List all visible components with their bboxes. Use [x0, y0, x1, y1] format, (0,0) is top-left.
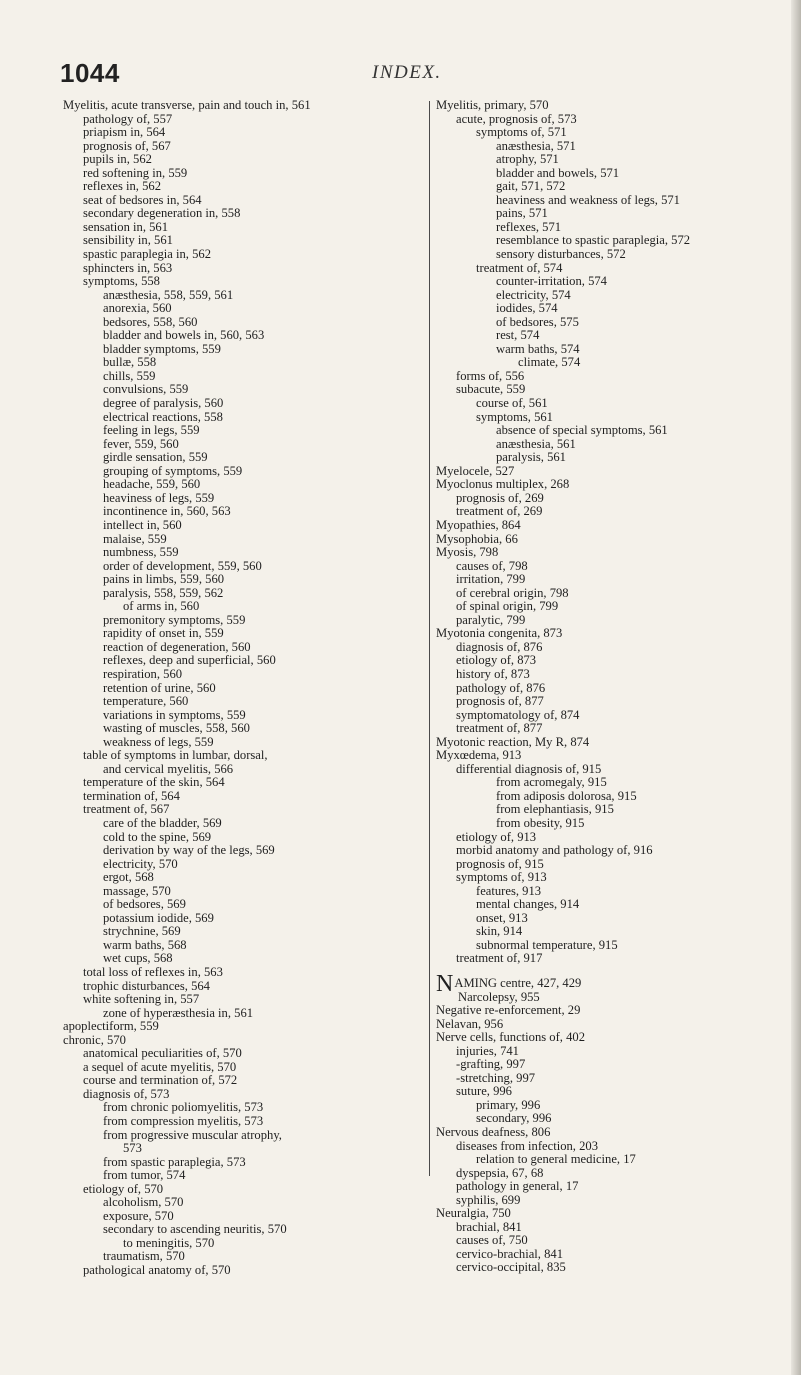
index-subentry: malaise, 559 — [103, 531, 167, 546]
index-subentry: heaviness of legs, 559 — [103, 490, 215, 505]
index-subentry: prognosis of, 269 — [456, 490, 544, 505]
index-subentry: wasting of muscles, 558, 560 — [103, 721, 250, 736]
index-subentry: incontinence in, 560, 563 — [103, 504, 231, 519]
index-subentry: of cerebral origin, 798 — [456, 585, 569, 600]
index-subentry: pathology in general, 17 — [456, 1179, 579, 1194]
index-entry-text: AMING centre, 427, 429 — [454, 976, 582, 990]
index-heading: apoplectiform, 559 — [63, 1019, 159, 1034]
index-subentry: resemblance to spastic paraplegia, 572 — [496, 233, 691, 248]
index-subentry: convulsions, 559 — [103, 382, 189, 397]
index-subentry: to meningitis, 570 — [123, 1235, 215, 1250]
index-subentry: exposure, 570 — [103, 1208, 174, 1223]
index-subentry: of bedsores, 575 — [496, 314, 579, 329]
index-subentry: features, 913 — [476, 883, 542, 898]
index-subentry: termination of, 564 — [83, 788, 180, 803]
index-subentry: ergot, 568 — [103, 870, 154, 885]
index-subentry: anorexia, 560 — [103, 301, 172, 316]
index-subentry: gait, 571, 572 — [496, 179, 566, 194]
index-heading: chronic, 570 — [63, 1032, 126, 1047]
index-subentry: feeling in legs, 559 — [103, 423, 200, 438]
index-subentry: climate, 574 — [518, 355, 581, 370]
index-subentry: red softening in, 559 — [83, 165, 188, 180]
index-entry-text: Narcolepsy, 955 — [458, 989, 540, 1004]
index-subentry: diseases from infection, 203 — [456, 1138, 598, 1153]
index-subentry: symptomatology of, 874 — [456, 707, 580, 722]
index-subentry: variations in symptoms, 559 — [103, 707, 246, 722]
index-subentry: headache, 559, 560 — [103, 477, 201, 492]
index-subentry: spastic paraplegia in, 562 — [83, 247, 211, 262]
index-heading: Myopathies, 864 — [436, 517, 521, 532]
index-subentry: white softening in, 557 — [83, 992, 200, 1007]
index-subentry: and cervical myelitis, 566 — [103, 761, 234, 776]
index-subentry: from chronic poliomyelitis, 573 — [103, 1100, 264, 1115]
index-heading: Nervous deafness, 806 — [436, 1125, 551, 1140]
index-subentry: primary, 996 — [476, 1097, 541, 1112]
index-subentry: sensation in, 561 — [83, 219, 169, 234]
index-subentry: prognosis of, 877 — [456, 694, 544, 709]
index-subentry: history of, 873 — [456, 666, 530, 681]
index-subentry: retention of urine, 560 — [103, 680, 216, 695]
index-subentry: of bedsores, 569 — [103, 897, 186, 912]
index-subentry: symptoms, 561 — [476, 409, 553, 424]
index-column-right — [436, 99, 776, 1275]
index-subentry: girdle sensation, 559 — [103, 450, 208, 465]
page-header — [60, 58, 720, 88]
index-subentry: from elephantiasis, 915 — [496, 802, 614, 817]
index-subentry: subacute, 559 — [456, 382, 526, 397]
running-head: INDEX. — [372, 62, 442, 83]
index-subentry: temperature of the skin, 564 — [83, 775, 225, 790]
index-subentry: atrophy, 571 — [496, 152, 559, 167]
index-subentry: forms of, 556 — [456, 368, 525, 383]
index-subentry: paralysis, 561 — [496, 450, 566, 465]
index-subentry: temperature, 560 — [103, 694, 189, 709]
index-subentry: injuries, 741 — [456, 1043, 519, 1058]
index-subentry: absence of special symptoms, 561 — [496, 423, 668, 438]
index-subentry: warm baths, 574 — [496, 341, 580, 356]
index-subentry: anatomical peculiarities of, 570 — [83, 1046, 242, 1061]
index-subentry: care of the bladder, 569 — [103, 815, 222, 830]
index-subentry: pathological anatomy of, 570 — [83, 1263, 231, 1278]
index-subentry: causes of, 750 — [456, 1233, 528, 1248]
index-column-left — [63, 99, 429, 1278]
index-subentry: trophic disturbances, 564 — [83, 978, 210, 993]
index-subentry: secondary, 996 — [476, 1111, 552, 1126]
index-subentry: rest, 574 — [496, 328, 540, 343]
index-entry — [436, 991, 776, 1005]
index-subentry: potassium iodide, 569 — [103, 910, 214, 925]
index-subentry: reflexes, 571 — [496, 219, 562, 234]
index-subentry: reaction of degeneration, 560 — [103, 639, 251, 654]
index-subentry: wet cups, 568 — [103, 951, 173, 966]
index-subentry: morbid anatomy and pathology of, 916 — [456, 843, 653, 858]
column-divider — [429, 101, 430, 1176]
index-subentry: cold to the spine, 569 — [103, 829, 212, 844]
index-subentry: rapidity of onset in, 559 — [103, 626, 224, 641]
index-subentry: dyspepsia, 67, 68 — [456, 1165, 544, 1180]
index-subentry: treatment of, 567 — [83, 802, 170, 817]
index-subentry: from spastic paraplegia, 573 — [103, 1154, 246, 1169]
index-subentry: electrical reactions, 558 — [103, 409, 223, 424]
index-heading: Myelocele, 527 — [436, 463, 515, 478]
index-subentry: reflexes, deep and superficial, 560 — [103, 653, 276, 668]
index-subentry: anæsthesia, 558, 559, 561 — [103, 287, 234, 302]
index-subentry: from compression myelitis, 573 — [103, 1114, 264, 1129]
index-subentry: mental changes, 914 — [476, 897, 580, 912]
index-subentry: -grafting, 997 — [456, 1057, 526, 1072]
index-subentry: irritation, 799 — [456, 572, 526, 587]
index-heading: Myoclonus multiplex, 268 — [436, 477, 570, 492]
index-subentry: secondary degeneration in, 558 — [83, 206, 241, 221]
index-subentry: counter-irritation, 574 — [496, 274, 607, 289]
index-subentry: pains, 571 — [496, 206, 548, 221]
index-heading: Myelitis, primary, 570 — [436, 98, 549, 112]
index-subentry: cervico-brachial, 841 — [456, 1246, 563, 1261]
index-subentry: a sequel of acute myelitis, 570 — [83, 1059, 237, 1074]
index-heading: Mysophobia, 66 — [436, 531, 518, 546]
index-subentry: chills, 559 — [103, 368, 156, 383]
index-subentry: bedsores, 558, 560 — [103, 314, 198, 329]
index-subentry: diagnosis of, 876 — [456, 639, 543, 654]
index-subentry: prognosis of, 567 — [83, 138, 171, 153]
index-subentry: weakness of legs, 559 — [103, 734, 214, 749]
index-subentry: etiology of, 570 — [83, 1181, 164, 1196]
index-subentry: sensory disturbances, 572 — [496, 247, 626, 262]
index-subentry: paralytic, 799 — [456, 612, 526, 627]
index-subentry: brachial, 841 — [456, 1219, 522, 1234]
index-subentry: bladder and bowels in, 560, 563 — [103, 328, 265, 343]
page-number: 1044 — [60, 58, 120, 88]
index-subentry: skin, 914 — [476, 924, 523, 939]
index-subentry: treatment of, 877 — [456, 721, 543, 736]
index-subentry: pathology of, 876 — [456, 680, 546, 695]
index-subentry: from acromegaly, 915 — [496, 775, 607, 790]
index-subentry: from adiposis dolorosa, 915 — [496, 788, 637, 803]
index-heading: Neuralgia, 750 — [436, 1206, 511, 1221]
index-subentry: total loss of reflexes in, 563 — [83, 965, 223, 979]
index-subentry: derivation by way of the legs, 569 — [103, 843, 275, 858]
n-section — [436, 971, 776, 1275]
index-subentry: sensibility in, 561 — [83, 233, 173, 248]
index-subentry: suture, 996 — [456, 1084, 512, 1099]
index-subentry: of arms in, 560 — [123, 599, 200, 614]
index-subentry: numbness, 559 — [103, 545, 179, 560]
index-subentry: from obesity, 915 — [496, 815, 585, 830]
index-heading: Myotonic reaction, My R, 874 — [436, 734, 590, 749]
index-subentry: course and termination of, 572 — [83, 1073, 238, 1088]
index-subentry: grouping of symptoms, 559 — [103, 463, 243, 478]
index-subentry: bladder symptoms, 559 — [103, 341, 221, 356]
dropcap: N — [436, 971, 454, 997]
index-subentry: from tumor, 574 — [103, 1168, 186, 1183]
index-subentry: intellect in, 560 — [103, 517, 182, 532]
index-subentry: traumatism, 570 — [103, 1249, 185, 1264]
index-subentry: electricity, 570 — [103, 856, 178, 871]
index-subentry: heaviness and weakness of legs, 571 — [496, 192, 680, 207]
index-heading: Myelitis, acute transverse, pain and touch in, 561 — [63, 98, 311, 112]
index-subentry: massage, 570 — [103, 883, 171, 898]
index-subentry: iodides, 574 — [496, 301, 558, 316]
index-subentry: subnormal temperature, 915 — [476, 937, 618, 952]
index-subentry: symptoms, 558 — [83, 274, 160, 289]
index-subentry: sphincters in, 563 — [83, 260, 173, 275]
index-subentry: treatment of, 269 — [456, 504, 543, 519]
index-subentry: table of symptoms in lumbar, dorsal, — [83, 748, 268, 763]
index-subentry: treatment of, 574 — [476, 260, 563, 275]
index-subentry: causes of, 798 — [456, 558, 528, 573]
index-subentry: etiology of, 873 — [456, 653, 537, 668]
index-subentry: treatment of, 917 — [456, 951, 543, 966]
index-subentry: respiration, 560 — [103, 666, 183, 681]
index-subentry: degree of paralysis, 560 — [103, 396, 224, 411]
index-subentry: zone of hyperæsthesia in, 561 — [103, 1005, 254, 1020]
index-heading: Myosis, 798 — [436, 545, 499, 560]
index-subentry: acute, prognosis of, 573 — [456, 111, 577, 126]
index-subentry: from progressive muscular atrophy, — [103, 1127, 282, 1142]
index-subentry: bullæ, 558 — [103, 355, 157, 370]
index-subentry: anæsthesia, 571 — [496, 138, 576, 153]
index-subentry: of spinal origin, 799 — [456, 599, 559, 614]
index-subentry: order of development, 559, 560 — [103, 558, 262, 573]
index-subentry: alcoholism, 570 — [103, 1195, 184, 1210]
index-subentry: pupils in, 562 — [83, 152, 152, 167]
page-edge — [791, 0, 801, 1375]
index-subentry: diagnosis of, 573 — [83, 1086, 170, 1101]
index-subentry: differential diagnosis of, 915 — [456, 761, 602, 776]
index-subentry: paralysis, 558, 559, 562 — [103, 585, 224, 600]
index-subentry: pains in limbs, 559, 560 — [103, 572, 225, 587]
index-subentry: pathology of, 557 — [83, 111, 173, 126]
index-subentry: bladder and bowels, 571 — [496, 165, 620, 180]
index-subentry: symptoms of, 571 — [476, 125, 567, 140]
index-subentry: symptoms of, 913 — [456, 870, 547, 885]
index-heading: Myotonia congenita, 873 — [436, 626, 563, 641]
index-subentry: prognosis of, 915 — [456, 856, 544, 871]
index-heading: Nerve cells, functions of, 402 — [436, 1030, 585, 1045]
index-subentry: secondary to ascending neuritis, 570 — [103, 1222, 287, 1237]
index-subentry: syphilis, 699 — [456, 1192, 521, 1207]
index-heading: Myxœdema, 913 — [436, 748, 522, 763]
index-subentry: course of, 561 — [476, 396, 548, 411]
index-subentry: reflexes in, 562 — [83, 179, 161, 194]
index-heading: Negative re-enforcement, 29 — [436, 1003, 581, 1018]
index-subentry: warm baths, 568 — [103, 937, 187, 952]
index-subentry: -stretching, 997 — [456, 1070, 536, 1085]
index-subentry: anæsthesia, 561 — [496, 436, 576, 451]
index-subentry: priapism in, 564 — [83, 125, 166, 140]
index-subentry: fever, 559, 560 — [103, 436, 179, 451]
index-subentry: premonitory symptoms, 559 — [103, 612, 246, 627]
index-subentry: 573 — [123, 1141, 142, 1156]
index-subentry: etiology of, 913 — [456, 829, 537, 844]
index-subentry: onset, 913 — [476, 910, 528, 925]
index-subentry: seat of bedsores in, 564 — [83, 192, 202, 207]
index-subentry: electricity, 574 — [496, 287, 571, 302]
index-subentry: strychnine, 569 — [103, 924, 181, 939]
index-subentry: cervico-occipital, 835 — [456, 1260, 566, 1275]
index-subentry: relation to general medicine, 17 — [476, 1152, 636, 1167]
index-heading: Nelavan, 956 — [436, 1016, 504, 1031]
